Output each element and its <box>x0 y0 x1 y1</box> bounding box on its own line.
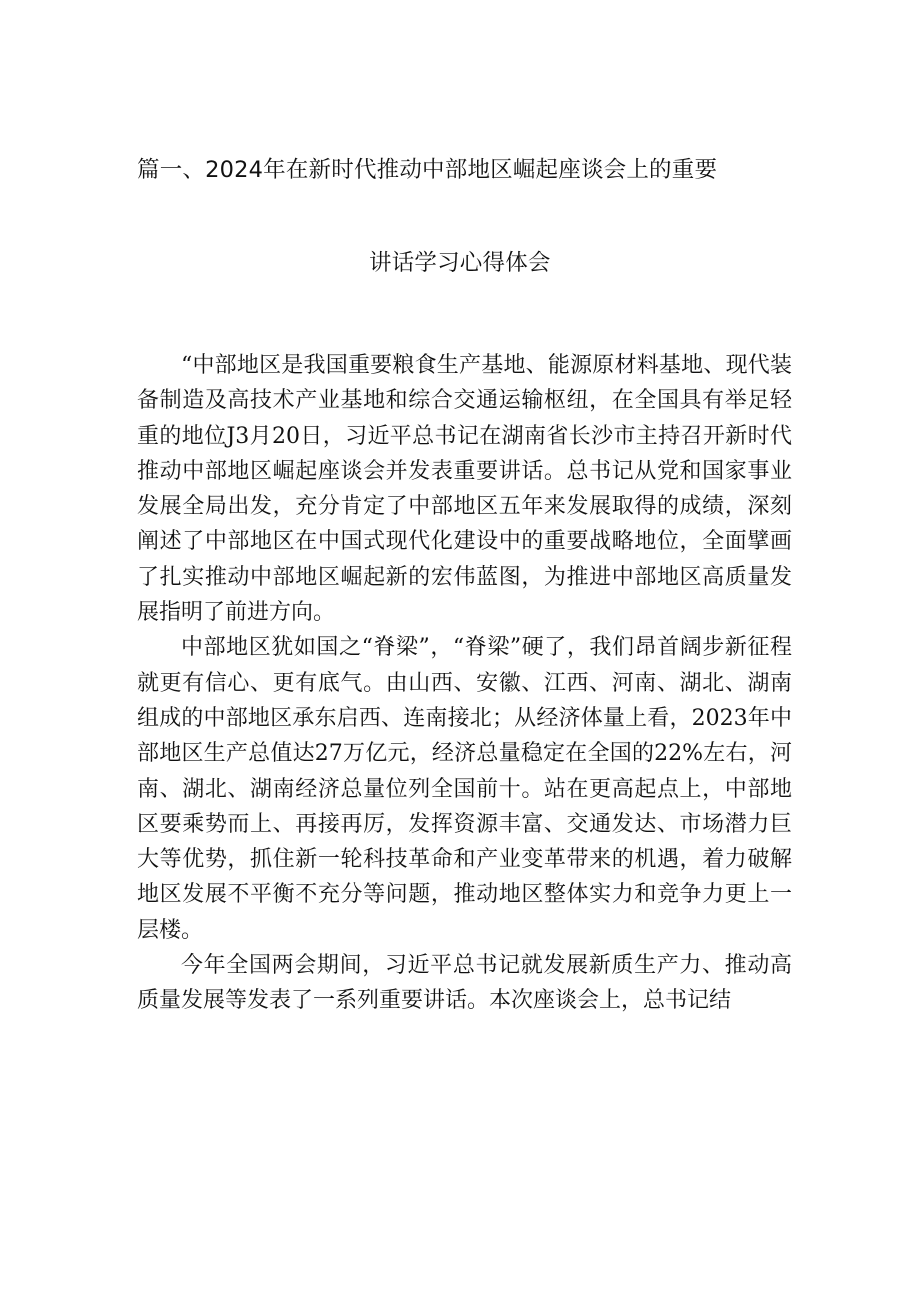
document-title-line-1: 篇一、2024年在新时代推动中部地区崛起座谈会上的重要 <box>137 157 718 183</box>
paragraph-2: 中部地区犹如国之“脊梁”，“脊梁”硬了，我们昂首阔步新征程就更有信心、更有底气。由山西、安徽、江西、河南、湖北、湖南组成的中部地区承东启西、连南接北；从经济体量上看，2023年中部地区生产总值达27万亿元，经济总量稳定在全国的22%左右，河南、湖北、湖南经济总量位列全国前十。站在更高起点上，中部地区要乘势而上、再接再厉，发挥资源丰富、交通发达、市场潜力巨大等优势，抓住新一轮科技革命和产业变革带来的机遇，着力破解地区发展不平衡不充分等问题，推动地区整体实力和竞争力更上一层楼。 <box>137 635 792 943</box>
paragraph-3: 今年全国两会期间，习近平总书记就发展新质生产力、推动高质量发展等发表了一系列重要讲话。本次座谈会上，总书记结 <box>137 953 792 1014</box>
document-title-line-2: 讲话学习心得体会 <box>369 250 551 276</box>
document-body <box>137 348 792 1019</box>
paragraph-1: “中部地区是我国重要粮食生产基地、能源原材料基地、现代装备制造及高技术产业基地和综合交通运输枢纽，在全国具有举足轻重的地位J3月20日，习近平总书记在湖南省长沙市主持召开新时代推动中部地区崛起座谈会并发表重要讲话。总书记从党和国家事业发展全局出发，充分肯定了中部地区五年来发展取得的成绩，深刻阐述了中部地区在中国式现代化建设中的重要战略地位，全面擘画了扎实推动中部地区崛起新的宏伟蓝图，为推进中部地区高质量发展指明了前进方向。 <box>137 353 792 626</box>
